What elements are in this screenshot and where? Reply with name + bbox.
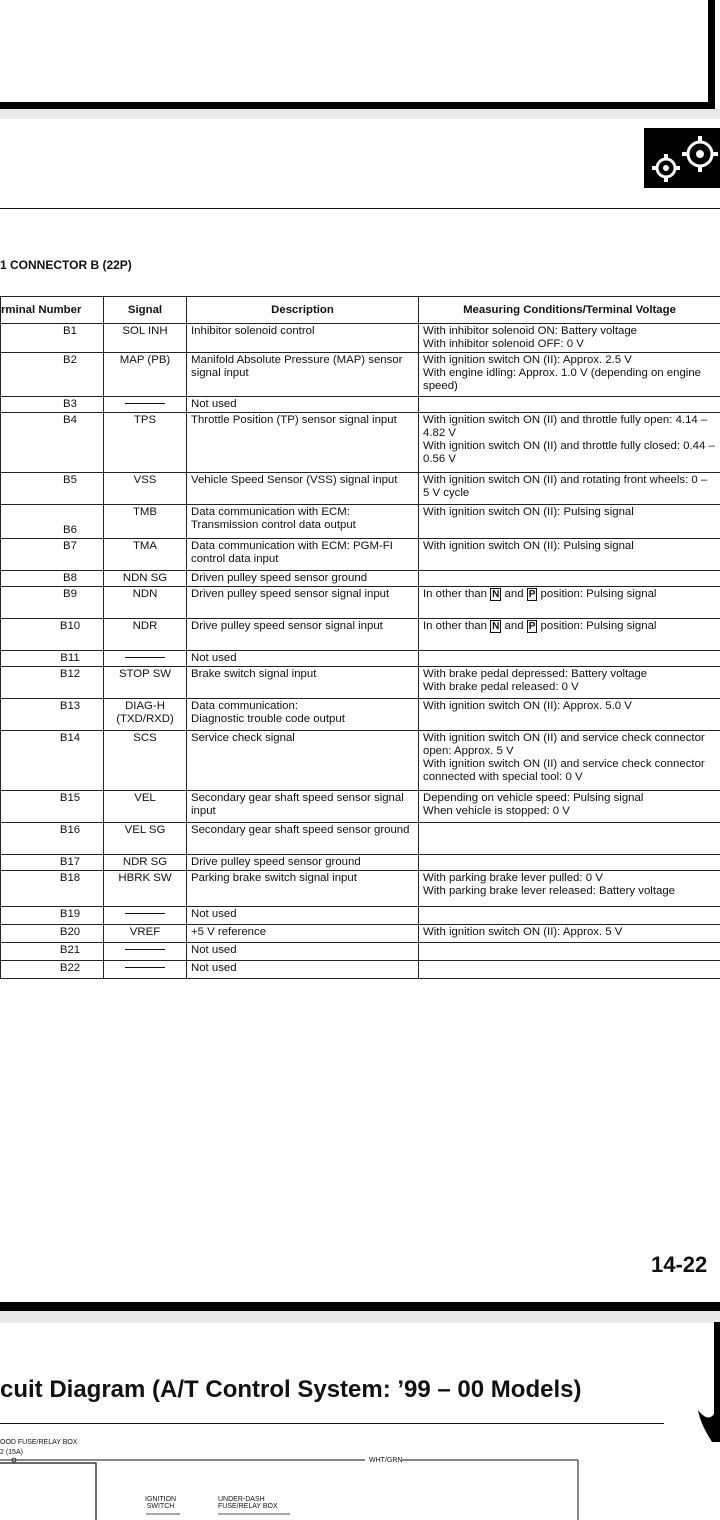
terminal-number: B7	[1, 539, 104, 571]
page-gap-bottom	[0, 1311, 720, 1323]
description-cell: Driven pulley speed sensor signal input	[187, 587, 419, 619]
conditions-cell	[419, 943, 720, 961]
ignition-label: IGNITION SWITCH	[145, 1496, 177, 1510]
terminal-number: B8	[1, 571, 104, 587]
description-cell: Data communication with ECM: PGM-FI control data input	[187, 539, 419, 571]
conditions-cell: With inhibitor solenoid ON: Battery voltage With inhibitor solenoid OFF: 0 V	[419, 324, 720, 353]
table-row	[1, 571, 720, 587]
signal-cell: NDN	[104, 587, 187, 619]
page-bottom-border	[0, 1302, 720, 1311]
conditions-cell: With ignition switch ON (II) and rotating front wheels: 0 – 5 V cycle	[419, 473, 720, 505]
terminal-number: B18	[1, 871, 104, 907]
terminal-number: B12	[1, 667, 104, 699]
signal-cell: VREF	[104, 925, 187, 943]
conditions-cell	[419, 619, 720, 651]
terminal-number: B19	[1, 907, 104, 925]
description-cell: Data communication: Diagnostic trouble code output	[187, 699, 419, 731]
position-letter-box: P	[528, 621, 536, 632]
signal-cell: TMB	[104, 505, 187, 539]
description-cell: Manifold Absolute Pressure (MAP) sensor signal input	[187, 353, 419, 397]
signal-cell: SCS	[104, 731, 187, 791]
conditions-cell: With parking brake lever pulled: 0 V With parking brake lever released: Battery voltage	[419, 871, 720, 907]
conditions-cell	[419, 397, 720, 413]
table-row	[1, 651, 720, 667]
table-row	[1, 587, 720, 619]
terminal-number: B6	[1, 505, 104, 539]
terminal-number: B22	[1, 961, 104, 979]
table-row	[1, 667, 720, 699]
conditions-cell: With ignition switch ON (II): Approx. 5 V	[419, 925, 720, 943]
signal-cell: STOP SW	[104, 667, 187, 699]
table-row	[1, 353, 720, 397]
table-row	[1, 943, 720, 961]
table-row	[1, 731, 720, 791]
position-letter-box: N	[492, 589, 500, 600]
description-cell: +5 V reference	[187, 925, 419, 943]
signal-cell: TMA	[104, 539, 187, 571]
signal-dash	[125, 949, 165, 950]
terminal-number: B14	[1, 731, 104, 791]
signal-cell: NDR	[104, 619, 187, 651]
signal-dash	[125, 403, 165, 404]
conditions-cell	[419, 961, 720, 979]
terminal-number: B1	[1, 324, 104, 353]
table-row	[1, 961, 720, 979]
wire-label: WHT/GRN	[369, 1457, 403, 1464]
description-cell: Not used	[187, 907, 419, 925]
condition-text: and	[501, 620, 527, 632]
header-signal: Signal	[104, 297, 187, 324]
terminal-number: B4	[1, 413, 104, 473]
condition-text: position: Pulsing signal	[537, 588, 657, 600]
next-page-curl	[696, 1322, 720, 1442]
description-cell: Parking brake switch signal input	[187, 871, 419, 907]
terminal-number: B15	[1, 791, 104, 823]
description-cell: Not used	[187, 943, 419, 961]
condition-text: and	[501, 588, 527, 600]
terminal-number: B3	[1, 397, 104, 413]
conditions-cell	[419, 651, 720, 667]
table-row	[1, 823, 720, 855]
conditions-cell: With ignition switch ON (II): Pulsing signal	[419, 539, 720, 571]
table-row	[1, 871, 720, 907]
description-cell: Secondary gear shaft speed sensor signal input	[187, 791, 419, 823]
signal-cell: HBRK SW	[104, 871, 187, 907]
header-terminal: rminal Number	[1, 297, 104, 324]
description-cell: Brake switch signal input	[187, 667, 419, 699]
description-cell: Drive pulley speed sensor ground	[187, 855, 419, 871]
terminal-number: B2	[1, 353, 104, 397]
signal-dash	[125, 657, 165, 658]
table-row	[1, 619, 720, 651]
table-row	[1, 791, 720, 823]
conditions-cell: With ignition switch ON (II): Pulsing signal	[419, 505, 720, 539]
condition-text: position: Pulsing signal	[537, 620, 657, 632]
terminal-number: B5	[1, 473, 104, 505]
signal-cell: MAP (PB)	[104, 353, 187, 397]
page-number: 14-22	[651, 1252, 708, 1277]
description-cell: Service check signal	[187, 731, 419, 791]
conditions-cell: Depending on vehicle speed: Pulsing signal When vehicle is stopped: 0 V	[419, 791, 720, 823]
position-letter-box: P	[528, 589, 536, 600]
fuse-label: 2 (15A)	[0, 1449, 23, 1456]
section-title-rule	[0, 1423, 664, 1424]
description-cell: Secondary gear shaft speed sensor ground	[187, 823, 419, 855]
description-cell: Not used	[187, 397, 419, 413]
signal-cell	[104, 651, 187, 667]
terminal-number: B10	[1, 619, 104, 651]
section-title: cuit Diagram (A/T Control System: ’99 – 00 Models)	[0, 1376, 582, 1403]
description-cell: Not used	[187, 961, 419, 979]
description-cell: Not used	[187, 651, 419, 667]
signal-cell: NDN SG	[104, 571, 187, 587]
table-row	[1, 925, 720, 943]
table-row	[1, 473, 720, 505]
signal-dash	[125, 913, 165, 914]
table-row	[1, 397, 720, 413]
page-top-border	[0, 102, 712, 109]
condition-text: In other than	[423, 620, 491, 632]
fuse-box-label: OOD FUSE/RELAY BOX	[0, 1439, 78, 1446]
connector-title: 1 CONNECTOR B (22P)	[0, 258, 132, 272]
signal-dash	[125, 967, 165, 968]
terminal-number: B13	[1, 699, 104, 731]
conditions-cell	[419, 823, 720, 855]
description-cell: Driven pulley speed sensor ground	[187, 571, 419, 587]
signal-cell: VEL	[104, 791, 187, 823]
signal-cell: NDR SG	[104, 855, 187, 871]
conditions-cell	[419, 571, 720, 587]
conditions-cell	[419, 587, 720, 619]
table-row	[1, 855, 720, 871]
table-row	[1, 324, 720, 353]
signal-cell: SOL INH	[104, 324, 187, 353]
page-gap	[0, 109, 720, 119]
table-row	[1, 505, 720, 539]
table-row	[1, 699, 720, 731]
terminal-number: B9	[1, 587, 104, 619]
conditions-cell: With ignition switch ON (II) and throttle fully open: 4.14 – 4.82 V With ignition switch ON (II) and throttle fully closed: 0.44 – 0.56 V	[419, 413, 720, 473]
description-cell: Data communication with ECM: Transmission control data output	[187, 505, 419, 539]
terminal-number: B11	[1, 651, 104, 667]
signal-cell: TPS	[104, 413, 187, 473]
position-letter-box: N	[492, 621, 500, 632]
conditions-cell	[419, 907, 720, 925]
signal-cell	[104, 961, 187, 979]
conditions-cell: With brake pedal depressed: Battery voltage With brake pedal released: 0 V	[419, 667, 720, 699]
description-cell: Inhibitor solenoid control	[187, 324, 419, 353]
header-description: Description	[187, 297, 419, 324]
conditions-cell: With ignition switch ON (II): Approx. 2.5 V With engine idling: Approx. 1.0 V (depending on engine speed)	[419, 353, 720, 397]
table-row	[1, 907, 720, 925]
description-cell: Throttle Position (TP) sensor signal input	[187, 413, 419, 473]
signal-cell: VSS	[104, 473, 187, 505]
description-cell: Drive pulley speed sensor signal input	[187, 619, 419, 651]
description-cell: Vehicle Speed Sensor (VSS) signal input	[187, 473, 419, 505]
header-conditions: Measuring Conditions/Terminal Voltage	[419, 297, 720, 324]
table-row	[1, 539, 720, 571]
conditions-cell	[419, 855, 720, 871]
signal-cell: DIAG-H (TXD/RXD)	[104, 699, 187, 731]
under-dash-label: UNDER-DASH FUSE/RELAY BOX	[218, 1496, 278, 1510]
table-header	[1, 297, 720, 324]
signal-cell	[104, 943, 187, 961]
terminal-number: B20	[1, 925, 104, 943]
terminal-table	[0, 296, 720, 979]
terminal-number: B21	[1, 943, 104, 961]
signal-cell	[104, 907, 187, 925]
terminal-number: B17	[1, 855, 104, 871]
page-right-border	[708, 0, 715, 109]
circuit-diagram	[0, 1430, 720, 1520]
signal-cell: VEL SG	[104, 823, 187, 855]
header-rule	[0, 208, 720, 209]
signal-cell	[104, 397, 187, 413]
conditions-cell: With ignition switch ON (II): Approx. 5.0 V	[419, 699, 720, 731]
terminal-number: B16	[1, 823, 104, 855]
gear-icon	[644, 128, 720, 188]
table-row	[1, 413, 720, 473]
condition-text: In other than	[423, 588, 491, 600]
conditions-cell: With ignition switch ON (II) and service check connector open: Approx. 5 V With ignition switch ON (II) and service check connector connected with special tool: 0 V	[419, 731, 720, 791]
